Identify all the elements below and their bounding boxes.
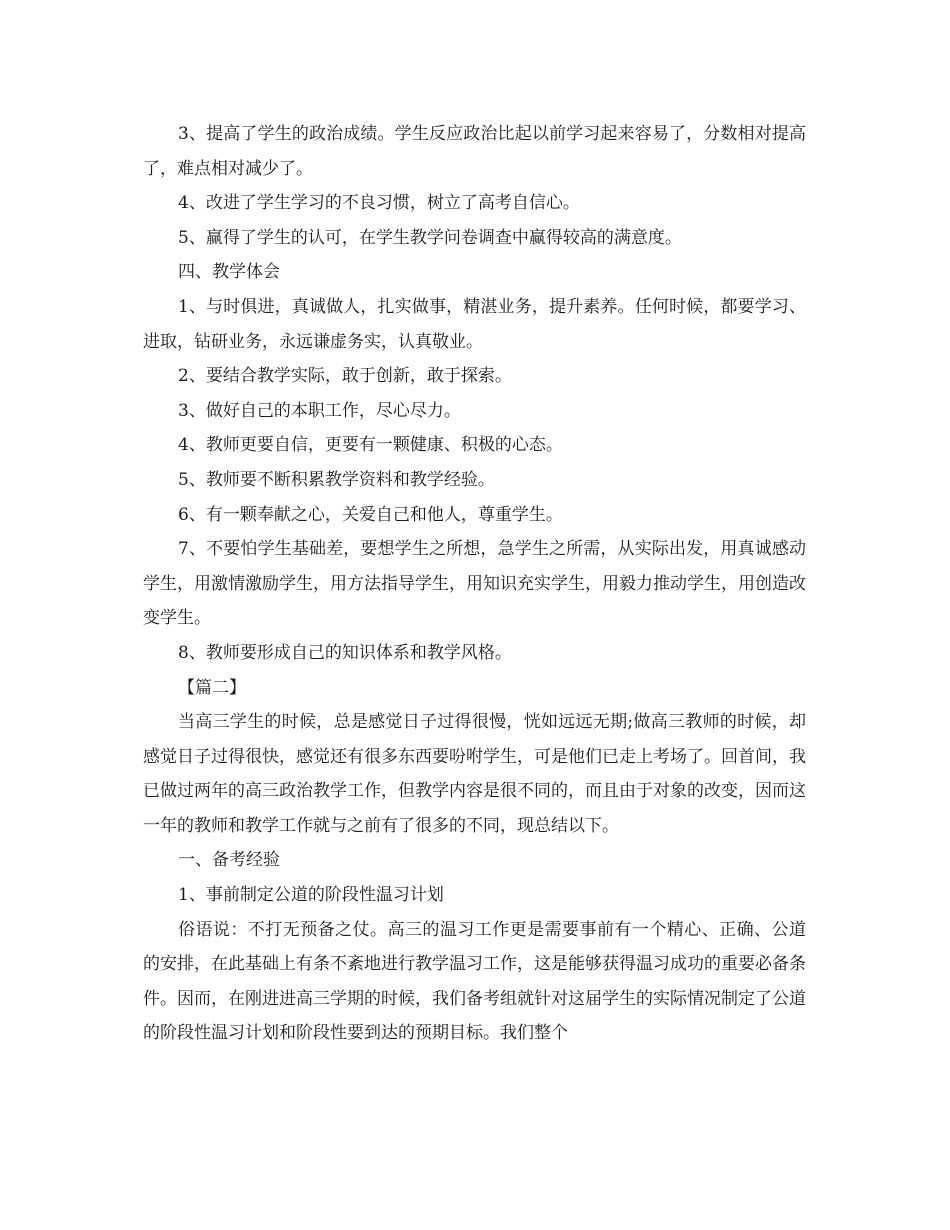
paragraph: 6、有一颗奉献之心，关爱自己和他人，尊重学生。	[178, 504, 563, 525]
paragraph: 3、做好自己的本职工作，尽心尽力。	[178, 400, 461, 421]
section-heading: 一、备考经验	[178, 850, 280, 871]
paragraph: 5、赢得了学生的认可，在学生教学问卷调查中赢得较高的满意度。	[178, 227, 682, 248]
paragraph: 8、教师要形成自己的知识体系和教学风格。	[178, 642, 512, 663]
section-heading: 四、教学体会	[178, 262, 280, 283]
paragraph: 4、教师更要自信，更要有一颗健康、积极的心态。	[178, 435, 563, 456]
subsection-heading: 1、事前制定公道的阶段性温习计划	[178, 885, 444, 906]
paragraph: 俗语说：不打无预备之仗。高三的温习工作更是需要事前有一个精心、正确、公道的安排，在此基础上有条不紊地进行教学温习工作，这是能够获得温习成功的重要必备条件。因而，在刚进进高三学期的时候，我们备考组就针对这届学生的实际情况制定了公道的阶段性温习计划和阶段性要到达的预期目标。我们整个	[143, 919, 806, 1044]
part-heading: 【篇二】	[178, 677, 246, 698]
paragraph: 当高三学生的时候，总是感觉日子过得很慢，恍如远远无期;做高三教师的时候，却感觉日子过得很快，感觉还有很多东西要吩咐学生，可是他们已走上考场了。回首间，我已做过两年的高三政治教学工作，但教学内容是很不同的，而且由于对象的改变，因而这一年的教师和教学工作就与之前有了很多的不同，现总结以下。	[143, 712, 806, 836]
paragraph: 1、与时俱进，真诚做人，扎实做事，精湛业务，提升素养。任何时候，都要学习、进取，钻研业务，永远谦虚务实，认真敬业。	[143, 296, 806, 352]
paragraph: 4、改进了学生学习的不良习惯，树立了高考自信心。	[178, 193, 580, 214]
document-body	[143, 117, 806, 1051]
paragraph: 7、不要怕学生基础差，要想学生之所想，急学生之所需，从实际出发，用真诚感动学生，用激情激励学生，用方法指导学生，用知识充实学生，用毅力推动学生，用创造改变学生。	[143, 539, 806, 629]
paragraph: 3、提高了学生的政治成绩。学生反应政治比起以前学习起来容易了，分数相对提高了，难点相对减少了。	[143, 124, 806, 179]
paragraph: 5、教师要不断积累教学资料和教学经验。	[178, 469, 495, 490]
paragraph: 2、要结合教学实际，敢于创新，敢于探索。	[178, 366, 512, 387]
